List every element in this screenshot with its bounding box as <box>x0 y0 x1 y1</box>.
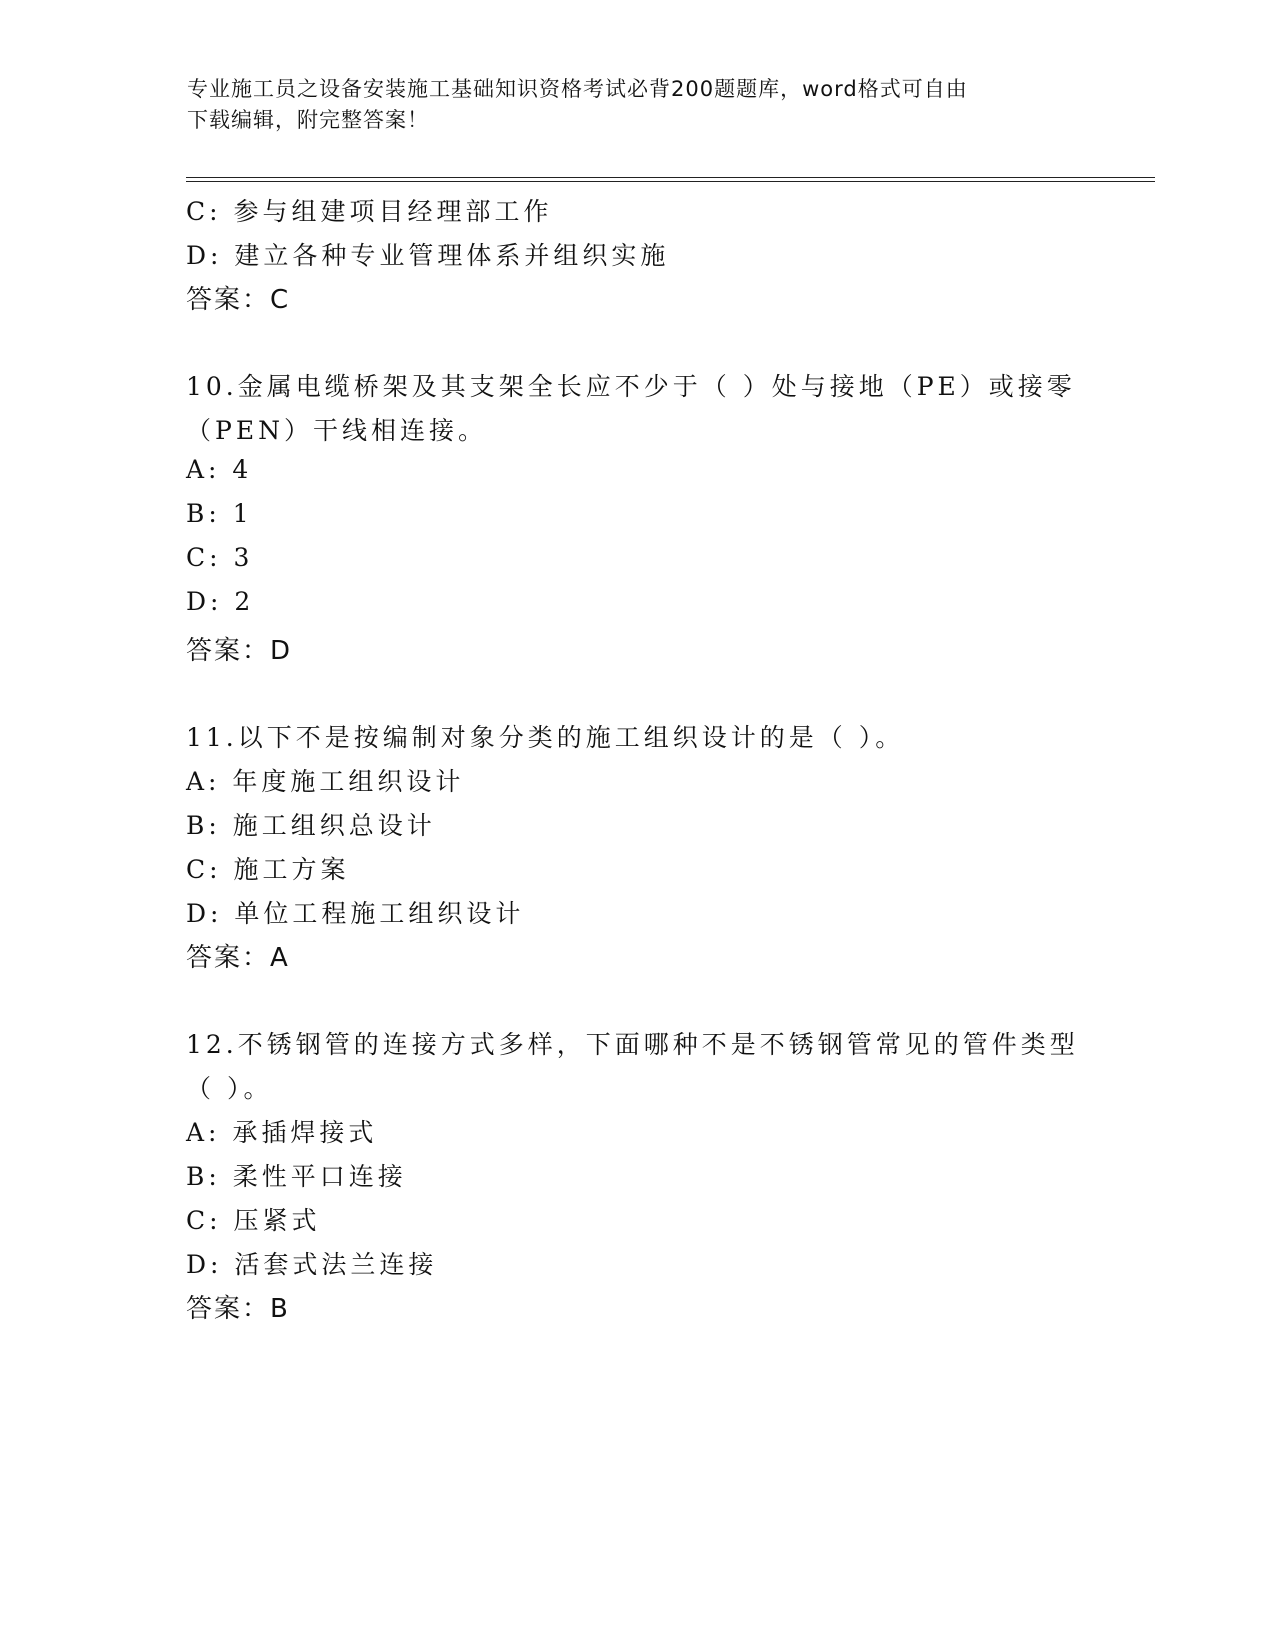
q12-option-d: D: 活套式法兰连接 <box>186 1250 438 1279</box>
q12-option-c: C: 压紧式 <box>186 1206 321 1235</box>
header-divider-top <box>186 177 1155 178</box>
q12-option-a: A: 承插焊接式 <box>186 1118 378 1147</box>
q10-option-b: B: 1 <box>186 499 253 528</box>
q10-option-a: A: 4 <box>186 455 253 484</box>
q10-stem-line-2: （PEN）干线相连接。 <box>186 416 487 445</box>
q9-option-d: D: 建立各种专业管理体系并组织实施 <box>186 241 670 270</box>
q10-stem-line-1: 10.金属电缆桥架及其支架全长应不少于（ ）处与接地（PE）或接零 <box>186 372 1076 401</box>
header-divider-bottom <box>186 181 1155 182</box>
q10-answer: 答案：D <box>186 636 293 666</box>
q10-option-c: C: 3 <box>186 543 254 572</box>
q11-stem-line-1: 11.以下不是按编制对象分类的施工组织设计的是（ ）。 <box>186 723 905 752</box>
q12-answer: 答案：B <box>186 1294 290 1324</box>
q11-option-a: A: 年度施工组织设计 <box>186 767 465 796</box>
q10-option-d: D: 2 <box>186 587 255 616</box>
q11-option-c: C: 施工方案 <box>186 855 350 884</box>
header-line-2: 下载编辑，附完整答案！ <box>187 108 429 132</box>
q12-option-b: B: 柔性平口连接 <box>186 1162 407 1191</box>
q11-option-d: D: 单位工程施工组织设计 <box>186 899 525 928</box>
q11-option-b: B: 施工组织总设计 <box>186 811 436 840</box>
q11-answer: 答案：A <box>186 943 290 973</box>
document-header <box>187 74 1067 136</box>
header-line-1: 专业施工员之设备安装施工基础知识资格考试必背200题题库，word格式可自由 <box>187 77 968 101</box>
q9-option-c: C: 参与组建项目经理部工作 <box>186 197 553 226</box>
q12-stem-line-1: 12.不锈钢管的连接方式多样，下面哪种不是不锈钢管常见的管件类型 <box>186 1030 1079 1059</box>
q12-stem-line-2: （ ）。 <box>186 1074 273 1103</box>
q9-answer: 答案：C <box>186 285 291 315</box>
